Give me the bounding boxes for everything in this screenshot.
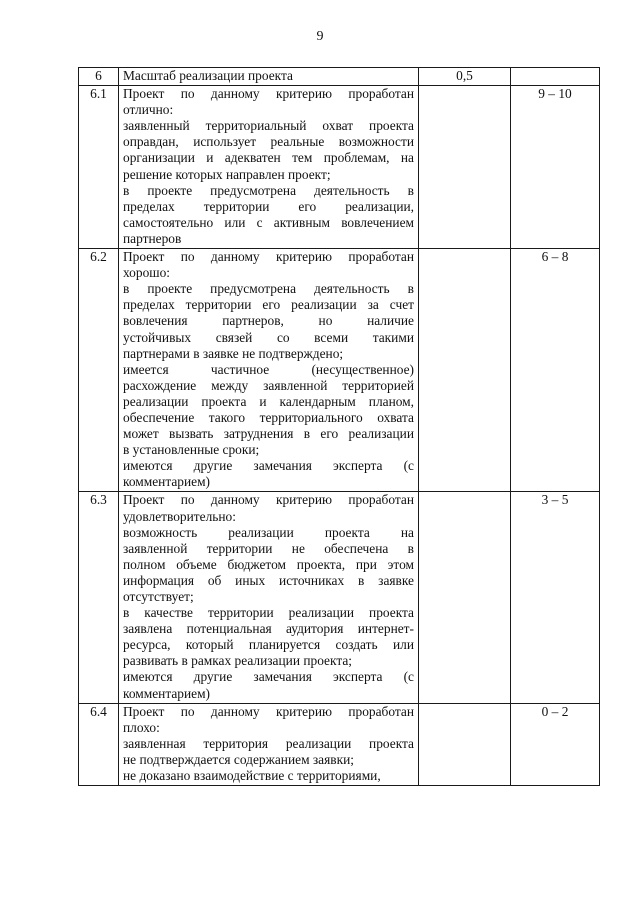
description-line: Проект по данному критерию проработан xyxy=(123,703,414,719)
description-line: организации и адекватен тем проблемам, на xyxy=(123,150,414,166)
sub-criterion-weight xyxy=(419,703,511,785)
sub-criterion-row xyxy=(79,492,600,703)
description-line: пределах территории его реализации, xyxy=(123,198,414,214)
sub-criterion-score: 6 – 8 xyxy=(511,249,600,492)
sub-criterion-number: 6.1 xyxy=(79,86,119,249)
sub-criterion-weight xyxy=(419,86,511,249)
description-line: ресурса, который планируется создать или xyxy=(123,637,414,653)
sub-criterion-row xyxy=(79,86,600,249)
sub-criterion-description xyxy=(119,249,419,492)
description-line: Проект по данному критерию проработан xyxy=(123,249,414,265)
description-line: вовлечения партнеров, но наличие xyxy=(123,313,414,329)
description-line: устойчивых связей со всеми такими xyxy=(123,329,414,345)
sub-criterion-score: 3 – 5 xyxy=(511,492,600,703)
sub-criterion-number: 6.2 xyxy=(79,249,119,492)
description-line: заявлена потенциальная аудитория интернет- xyxy=(123,621,414,637)
description-line: реализации проекта и календарным планом, xyxy=(123,393,414,409)
description-line: партнерами в заявке не подтверждено; xyxy=(123,345,344,361)
description-line: информация об иных источниках в заявке xyxy=(123,572,414,588)
description-line: отлично: xyxy=(123,102,174,118)
criterion-title: Масштаб реализации проекта xyxy=(119,68,419,86)
sub-criterion-description xyxy=(119,86,419,249)
description-line: заявленной территории не обеспечена в xyxy=(123,540,414,556)
description-line: удовлетворительно: xyxy=(123,508,236,524)
sub-criterion-row xyxy=(79,703,600,785)
sub-criterion-number: 6.3 xyxy=(79,492,119,703)
description-line: в установленные сроки; xyxy=(123,442,260,458)
description-line: не доказано взаимодействие с территориями, xyxy=(123,768,381,784)
description-line: может вызвать затруднения в его реализации xyxy=(123,426,414,442)
criterion-score xyxy=(511,68,600,86)
description-line: имеются другие замечания эксперта (с xyxy=(123,669,414,685)
sub-criterion-description xyxy=(119,703,419,785)
sub-criterion-row xyxy=(79,249,600,492)
criterion-header-row xyxy=(79,68,600,86)
description-line: самостоятельно или с активным вовлечением xyxy=(123,214,414,230)
criteria-table xyxy=(78,67,600,786)
description-line: комментарием) xyxy=(123,685,211,701)
description-line: хорошо: xyxy=(123,265,170,281)
sub-criterion-weight xyxy=(419,249,511,492)
description-line: имеются другие замечания эксперта (с xyxy=(123,458,414,474)
description-line: плохо: xyxy=(123,719,160,735)
description-line: оправдан, использует реальные возможности xyxy=(123,134,414,150)
description-line: возможность реализации проекта на xyxy=(123,524,414,540)
description-line: Проект по данному критерию проработан xyxy=(123,86,414,102)
criterion-number: 6 xyxy=(79,68,119,86)
description-line: полном объеме бюджетом проекта, при этом xyxy=(123,556,414,572)
description-line: решение которых направлен проект; xyxy=(123,166,331,182)
description-line: в проекте предусмотрена деятельность в xyxy=(123,182,414,198)
sub-criterion-score: 0 – 2 xyxy=(511,703,600,785)
description-line: пределах территории его реализации за счет xyxy=(123,297,414,313)
description-line: не подтверждается содержанием заявки; xyxy=(123,751,355,767)
sub-criterion-description xyxy=(119,492,419,703)
description-line: в проекте предусмотрена деятельность в xyxy=(123,281,414,297)
page-number: 9 xyxy=(316,29,324,44)
description-line: имеется частичное (несущественное) xyxy=(123,361,414,377)
description-line: заявленная территория реализации проекта xyxy=(123,735,414,751)
sub-criterion-weight xyxy=(419,492,511,703)
description-line: обеспечение такого территориального охвата xyxy=(123,409,414,425)
description-line: отсутствует; xyxy=(123,589,194,604)
description-line: развивать в рамках реализации проекта; xyxy=(123,653,353,669)
description-line: заявленный территориальный охват проекта xyxy=(123,118,414,134)
criterion-weight: 0,5 xyxy=(419,68,511,86)
description-line: в качестве территории реализации проекта xyxy=(123,605,414,621)
description-line: Проект по данному критерию проработан xyxy=(123,492,414,508)
description-line: расхождение между заявленной территорией xyxy=(123,377,414,393)
sub-criterion-score: 9 – 10 xyxy=(511,86,600,249)
sub-criterion-number: 6.4 xyxy=(79,703,119,785)
description-line: партнеров xyxy=(123,230,182,246)
description-line: комментарием) xyxy=(123,474,211,490)
